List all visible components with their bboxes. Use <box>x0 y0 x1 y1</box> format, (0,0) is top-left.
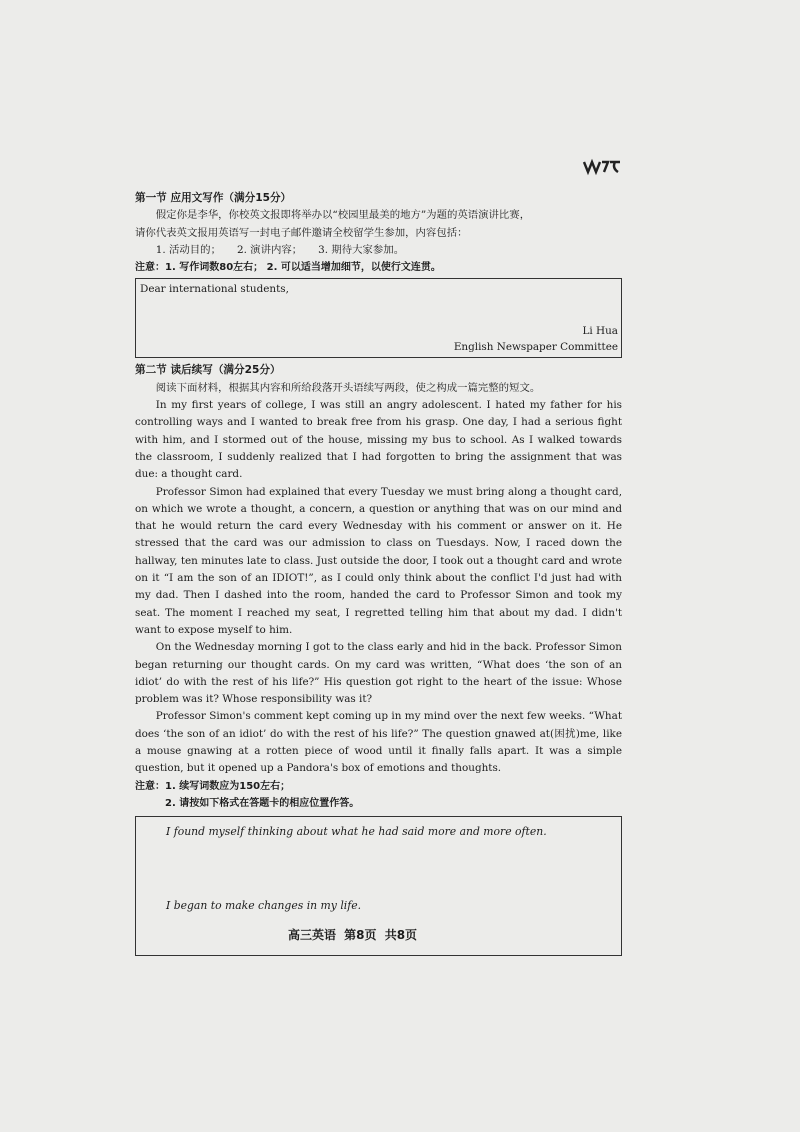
letter-signature <box>454 323 618 355</box>
story-paragraph: In my first years of college, I was still an angry adolescent. I hated my father for his controlling ways and I wanted to break free from his grasp. One day, I had a serious fight with him, and I stormed out of the house, missing my bus to school. As I walked towards the classroom, I suddenly realized that I had forgotten to bring the assignment that was due: a thought card. <box>135 399 622 481</box>
section1-note: 注意：1. 写作词数80左右； 2. 可以适当增加细节，以使行文连贯。 <box>135 262 441 274</box>
section2-title: 第二节 读后续写（满分25分） <box>135 364 281 377</box>
content-item: 2. 演讲内容； <box>236 243 303 256</box>
story-paragraph: On the Wednesday morning I got to the class early and hid in the back. Professor Simon began returning our thought cards. On my card was written, “What does ‘the son of an idiot’ do with the rest of his life?” His question got right to the heart of the issue: Whose problem was it? Whose responsibility was it? <box>135 641 622 706</box>
content-item: 1. 活动目的； <box>155 243 221 256</box>
signature-org: English Newspaper Committee <box>453 341 618 354</box>
paragraph-start-2: I began to make changes in my life. <box>166 899 362 913</box>
content-item: 3. 期待大家参加。 <box>318 243 405 256</box>
section1-answer-box <box>135 278 622 358</box>
section2-instruction: 阅读下面材料，根据其内容和所给段落开头语续写两段，使之构成一篇完整的短文。 <box>155 381 541 394</box>
section2-note-line1: 注意：1. 续写词数应为150左右； <box>135 780 291 792</box>
page-footer: 高三英语 第8页 共8页 <box>288 928 418 942</box>
section1-prompt-line2: 请你代表英文报用英语写一封电子邮件邀请全校留学生参加，内容包括： <box>135 226 468 239</box>
exam-page <box>135 190 622 956</box>
story-paragraph: Professor Simon had explained that every Tuesday we must bring along a thought card, on which we wrote a thought, a concern, a question or anything that was on our mind and that he would return the card every Wednesday with his comment or answer on it. He stressed that the card was our admission to class on Tuesdays. Now, I raced down the hallway, ten minutes late to class. Just outside the door, I took out a thought card and wrote on it “I am the son of an IDIOT!”, as I could only think about the conflict I'd just had with my dad. Then I dashed into the room, handed the card to Professor Simon and took my seat. The moment I reached my seat, I regretted telling him that about my dad. I didn't want to expose myself to him. <box>135 485 622 636</box>
handwritten-mark-icon <box>582 158 622 176</box>
letter-salutation: Dear international students, <box>140 283 289 296</box>
section1-content-items <box>135 242 622 259</box>
paragraph-start-1: I found myself thinking about what he had said more and more often. <box>166 825 547 839</box>
story-paragraph: Professor Simon's comment kept coming up in my mind over the next few weeks. “What does ‘the son of an idiot’ do with the rest of his life?” The question gnawed at(困扰)me, like a mouse gnawing at a rotten piece of wood until it finally falls apart. It was a simple question, but it opened up a Pandora's box of emotions and thoughts. <box>135 710 622 775</box>
section1-title: 第一节 应用文写作（满分15分） <box>135 192 292 204</box>
signature-name: Li Hua <box>582 325 618 338</box>
section1-prompt-line1: 假定你是李华，你校英文报即将举办以“校园里最美的地方”为题的英语演讲比赛， <box>155 209 531 222</box>
section2-note-line2: 2. 请按如下格式在答题卡的相应位置作答。 <box>165 797 360 809</box>
